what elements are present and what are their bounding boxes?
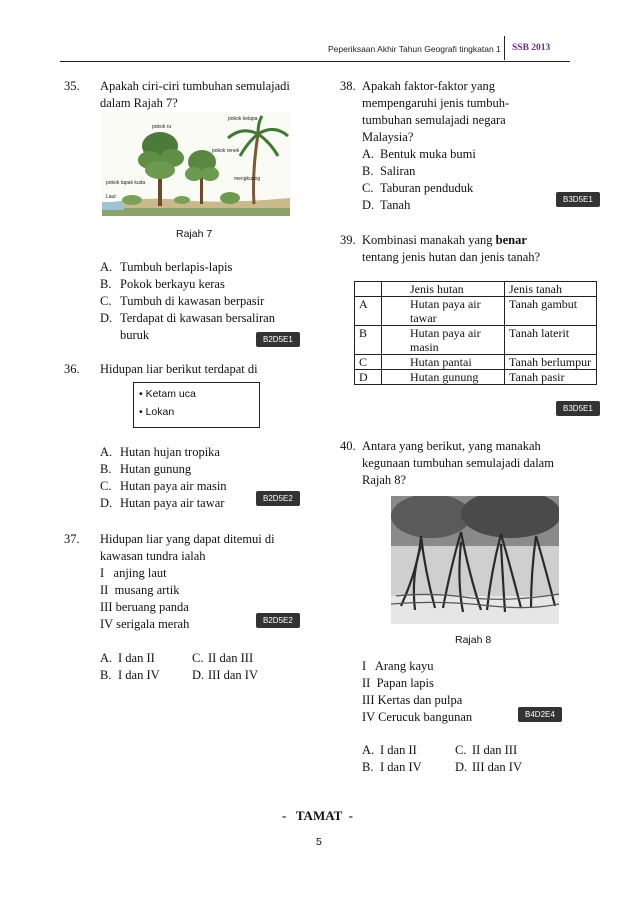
rajah-7-illustration <box>102 112 290 216</box>
q36-option-d-letter: D. <box>100 496 113 510</box>
label-mengkuang: mengkuang <box>234 176 261 182</box>
q38-option-d-text: Tanah <box>380 198 411 212</box>
q37-option-a-text: I dan II <box>118 651 155 665</box>
q37-option-b-letter: B. <box>100 668 112 682</box>
q40-option-d-text: III dan IV <box>472 760 522 774</box>
q40-stem-line-3: Rajah 8? <box>362 473 407 487</box>
q35-tag: B2D5E1 <box>256 332 300 347</box>
q35-option-b-text: Pokok berkayu keras <box>120 277 225 291</box>
q35-stem-line-1: Apakah ciri-ciri tumbuhan semulajadi <box>100 79 290 93</box>
page-number: 5 <box>316 836 322 848</box>
row-hutan: Hutan paya air masin <box>382 326 505 355</box>
q37-option-c-letter: C. <box>192 651 204 665</box>
q38-number: 38. <box>340 79 356 93</box>
q37-item-3: III beruang panda <box>100 600 189 614</box>
q38-option-d-letter: D. <box>362 198 375 212</box>
row-letter: C <box>355 355 382 370</box>
q38-option-b-letter: B. <box>362 164 374 178</box>
table-row <box>355 355 597 370</box>
rajah-8-caption: Rajah 8 <box>455 634 492 646</box>
q36-option-c-text: Hutan paya air masin <box>120 479 227 493</box>
q40-option-a-text: I dan II <box>380 743 417 757</box>
row-hutan: Hutan pantai <box>382 355 505 370</box>
q40-option-c-letter: C. <box>455 743 467 757</box>
row-letter: B <box>355 326 382 355</box>
q36-box-item-1: • Ketam uca <box>139 388 196 400</box>
q40-option-a-letter: A. <box>362 743 375 757</box>
header-rule <box>60 61 570 62</box>
q39-tag: B3D5E1 <box>556 401 600 416</box>
q37-item-4: IV serigala merah <box>100 617 190 631</box>
q36-tag: B2D5E2 <box>256 491 300 506</box>
header-title: Peperiksaan Akhir Tahun Geografi tingkatan 1 <box>328 44 501 54</box>
row-tanah: Tanah pasir <box>505 370 597 385</box>
q38-option-a-text: Bentuk muka bumi <box>380 147 476 161</box>
q40-item-1: I Arang kayu <box>362 659 434 673</box>
q40-item-4: IV Cerucuk bangunan <box>362 710 473 724</box>
q36-box-item-1-text: Ketam uca <box>145 388 196 400</box>
row-letter: D <box>355 370 382 385</box>
q37-option-c-text: II dan III <box>208 651 254 665</box>
q40-option-b-text: I dan IV <box>380 760 422 774</box>
q35-number: 35. <box>64 79 80 93</box>
table-row <box>355 326 597 355</box>
q36-option-b-text: Hutan gunung <box>120 462 192 476</box>
q38-stem-line-2: mempengaruhi jenis tumbuh- <box>362 96 510 110</box>
q35-option-a-text: Tumbuh berlapis-lapis <box>120 260 233 274</box>
q37-number: 37. <box>64 532 80 546</box>
q35-stem-line-2: dalam Rajah 7? <box>100 96 178 110</box>
q40-item-2: II Papan lapis <box>362 676 434 690</box>
q37-item-2: II musang artik <box>100 583 180 597</box>
q39-stem-line-1 <box>362 232 527 249</box>
q36-number: 36. <box>64 362 80 376</box>
q36-option-c-letter: C. <box>100 479 112 493</box>
row-tanah: Tanah gambut <box>505 297 597 326</box>
q38-option-c-letter: C. <box>362 181 374 195</box>
q38-stem-line-3: tumbuhan semulajadi negara <box>362 113 506 127</box>
q39-table <box>354 281 597 385</box>
q35-option-c-text: Tumbuh di kawasan berpasir <box>120 294 265 308</box>
rajah-7-caption: Rajah 7 <box>176 228 213 240</box>
q38-option-b-text: Saliran <box>380 164 416 178</box>
q39-stem-pre: Kombinasi manakah yang <box>362 233 496 247</box>
row-tanah: Tanah berlumpur <box>505 355 597 370</box>
table-header-row <box>355 282 597 297</box>
q39-stem-bold: benar <box>495 233 527 247</box>
q37-stem-line-1: Hidupan liar yang dapat ditemui di <box>100 532 275 546</box>
row-hutan: Hutan paya air tawar <box>382 297 505 326</box>
q40-option-c-text: II dan III <box>472 743 518 757</box>
q37-option-d-letter: D. <box>192 668 205 682</box>
table-header-hutan: Jenis hutan <box>382 282 505 297</box>
q36-option-a-text: Hutan hujan tropika <box>120 445 220 459</box>
q40-option-d-letter: D. <box>455 760 468 774</box>
header-brand: SSB 2013 <box>512 43 551 53</box>
q36-option-d-text: Hutan paya air tawar <box>120 496 225 510</box>
q37-stem-line-2: kawasan tundra ialah <box>100 549 206 563</box>
tamat-text: - TAMAT - <box>282 808 353 823</box>
q40-tag: B4D2E4 <box>518 707 562 722</box>
table-header-empty <box>355 282 382 297</box>
q40-stem-line-2: kegunaan tumbuhan semulajadi dalam <box>362 456 554 470</box>
q37-option-b-text: I dan IV <box>118 668 160 682</box>
rajah-8-mangrove-photo <box>391 496 559 624</box>
q40-item-3: III Kertas dan pulpa <box>362 693 463 707</box>
q40-option-b-letter: B. <box>362 760 374 774</box>
q36-stem: Hidupan liar berikut terdapat di <box>100 362 258 376</box>
q38-tag: B3D5E1 <box>556 192 600 207</box>
label-pokok-renek: pokok renek <box>212 148 240 154</box>
q40-stem-line-1: Antara yang berikut, yang manakah <box>362 439 541 453</box>
row-tanah: Tanah laterit <box>505 326 597 355</box>
q37-item-1: I anjing laut <box>100 566 167 580</box>
q35-option-a-letter: A. <box>100 260 113 274</box>
q36-option-a-letter: A. <box>100 445 113 459</box>
header-separator <box>504 36 505 60</box>
q35-option-d-letter: D. <box>100 311 113 325</box>
q38-stem-line-4: Malaysia? <box>362 130 414 144</box>
q35-option-d-cont: buruk <box>120 328 150 342</box>
q39-number: 39. <box>340 233 356 247</box>
q40-number: 40. <box>340 439 356 453</box>
q38-option-a-letter: A. <box>362 147 375 161</box>
label-laut: Laut <box>106 194 116 200</box>
q36-option-b-letter: B. <box>100 462 112 476</box>
q36-box-item-2: • Lokan <box>139 406 175 418</box>
q38-stem-line-1: Apakah faktor-faktor yang <box>362 79 496 93</box>
label-pokok-tapak-kuda: pokok tapak kuda <box>106 180 146 186</box>
row-hutan: Hutan gunung <box>382 370 505 385</box>
q35-option-b-letter: B. <box>100 277 112 291</box>
q36-box <box>133 382 260 428</box>
table-row <box>355 370 597 385</box>
q37-tag: B2D5E2 <box>256 613 300 628</box>
q39-stem-line-2: tentang jenis hutan dan jenis tanah? <box>362 250 541 264</box>
q35-option-d-text: Terdapat di kawasan bersaliran <box>120 311 275 325</box>
table-row <box>355 297 597 326</box>
label-pokok-kelapa: pokok kelapa <box>228 116 258 122</box>
q35-option-c-letter: C. <box>100 294 112 308</box>
label-pokok-ru: pokok ru <box>152 124 172 130</box>
q37-option-d-text: III dan IV <box>208 668 258 682</box>
q37-option-a-letter: A. <box>100 651 113 665</box>
q38-option-c-text: Taburan penduduk <box>380 181 474 195</box>
table-header-tanah: Jenis tanah <box>505 282 597 297</box>
q36-box-item-2-text: Lokan <box>145 406 175 418</box>
row-letter: A <box>355 297 382 326</box>
